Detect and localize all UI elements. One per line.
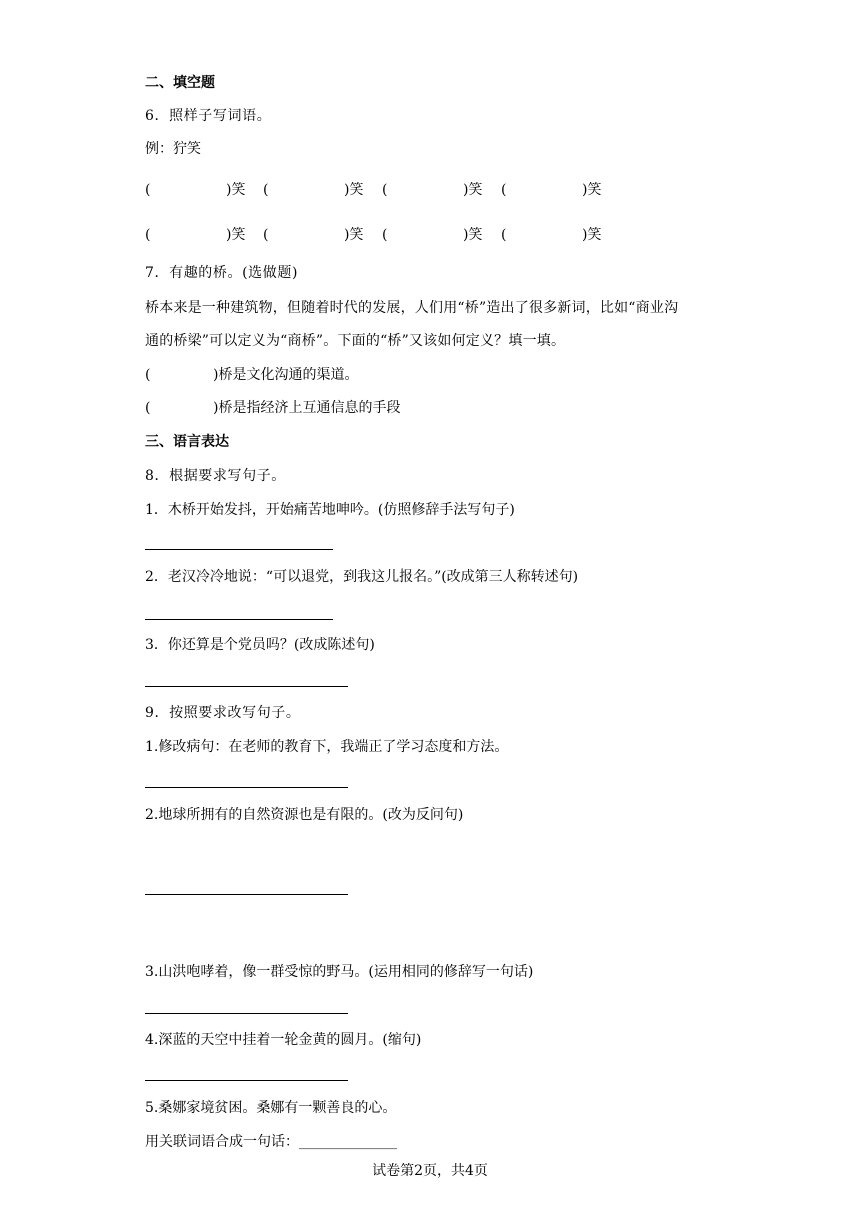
blank-open-paren: (: [145, 182, 151, 198]
question-7-paragraph-line-2: 通的桥梁”可以定义为“商桥”。下面的“桥”又该如何定义？填一填。: [145, 333, 566, 349]
blank-close-suffix: )笑: [344, 182, 364, 198]
answer-line: [145, 1013, 348, 1014]
blank-open-paren: (: [145, 227, 151, 243]
question-9-item-3: 3.山洪咆哮着，像一群受惊的野马。(运用相同的修辞写一句话): [145, 964, 534, 980]
blank-open-paren: (: [263, 227, 269, 243]
question-9-item-5-prompt: 用关联词语合成一句话：: [145, 1134, 299, 1150]
section-heading-language-expression: 三、语言表达: [145, 434, 229, 450]
question-9-item-5-instruction: [145, 1133, 397, 1151]
blank-close-suffix: )笑: [463, 182, 483, 198]
blank-close-suffix: )笑: [582, 227, 602, 243]
blank-close-suffix: )笑: [226, 182, 246, 198]
blank-open-paren: (: [382, 227, 388, 243]
question-9-item-5-blank: ______________: [299, 1134, 397, 1150]
page-footer: 试卷第2页，共4页: [372, 1163, 488, 1179]
question-6-prompt: 6．照样子写词语。: [145, 108, 272, 124]
question-8-item-2: 2．老汉冷冷地说：“可以退党，到我这儿报名。”(改成第三人称转述句): [145, 569, 579, 585]
answer-line: [145, 686, 348, 687]
question-8-prompt: 8．根据要求写句子。: [145, 468, 286, 484]
question-9-item-2: 2.地球所拥有的自然资源也是有限的。(改为反问句): [145, 807, 464, 823]
blank-open-paren: (: [382, 182, 388, 198]
question-6-example: 例：狞笑: [145, 141, 201, 157]
blank-open-paren: (: [501, 182, 507, 198]
blank-close-suffix: )笑: [344, 227, 364, 243]
question-7-item-2-open-paren: (: [145, 400, 151, 416]
question-7-item-1-text: )桥是文化沟通的渠道。: [213, 367, 359, 383]
blank-close-suffix: )笑: [463, 227, 483, 243]
blank-open-paren: (: [263, 182, 269, 198]
blank-open-paren: (: [501, 227, 507, 243]
question-8-item-1: 1．木桥开始发抖，开始痛苦地呻吟。(仿照修辞手法写句子): [145, 502, 515, 518]
answer-line: [145, 549, 333, 550]
question-7-item-2-text: )桥是指经济上互通信息的手段: [213, 400, 401, 416]
blank-close-suffix: )笑: [226, 227, 246, 243]
answer-line: [145, 787, 348, 788]
answer-line: [145, 894, 348, 895]
answer-line: [145, 1080, 348, 1081]
question-9-prompt: 9．按照要求改写句子。: [145, 705, 301, 721]
question-7-paragraph-line-1: 桥本来是一种建筑物，但随着时代的发展，人们用“桥”造出了很多新词，比如“商业沟: [145, 300, 679, 316]
blank-close-suffix: )笑: [582, 182, 602, 198]
question-9-item-1: 1.修改病句：在老师的教育下，我端正了学习态度和方法。: [145, 739, 509, 755]
question-9-item-4: 4.深蓝的天空中挂着一轮金黄的圆月。(缩句): [145, 1032, 422, 1048]
question-9-item-5: 5.桑娜家境贫困。桑娜有一颗善良的心。: [145, 1100, 397, 1116]
question-7-prompt: 7．有趣的桥。(选做题): [145, 265, 299, 281]
question-8-item-3: 3．你还算是个党员吗？(改成陈述句): [145, 637, 375, 653]
answer-line: [145, 619, 333, 620]
section-heading-fill-in: 二、填空题: [145, 75, 215, 91]
question-7-item-1-open-paren: (: [145, 367, 151, 383]
